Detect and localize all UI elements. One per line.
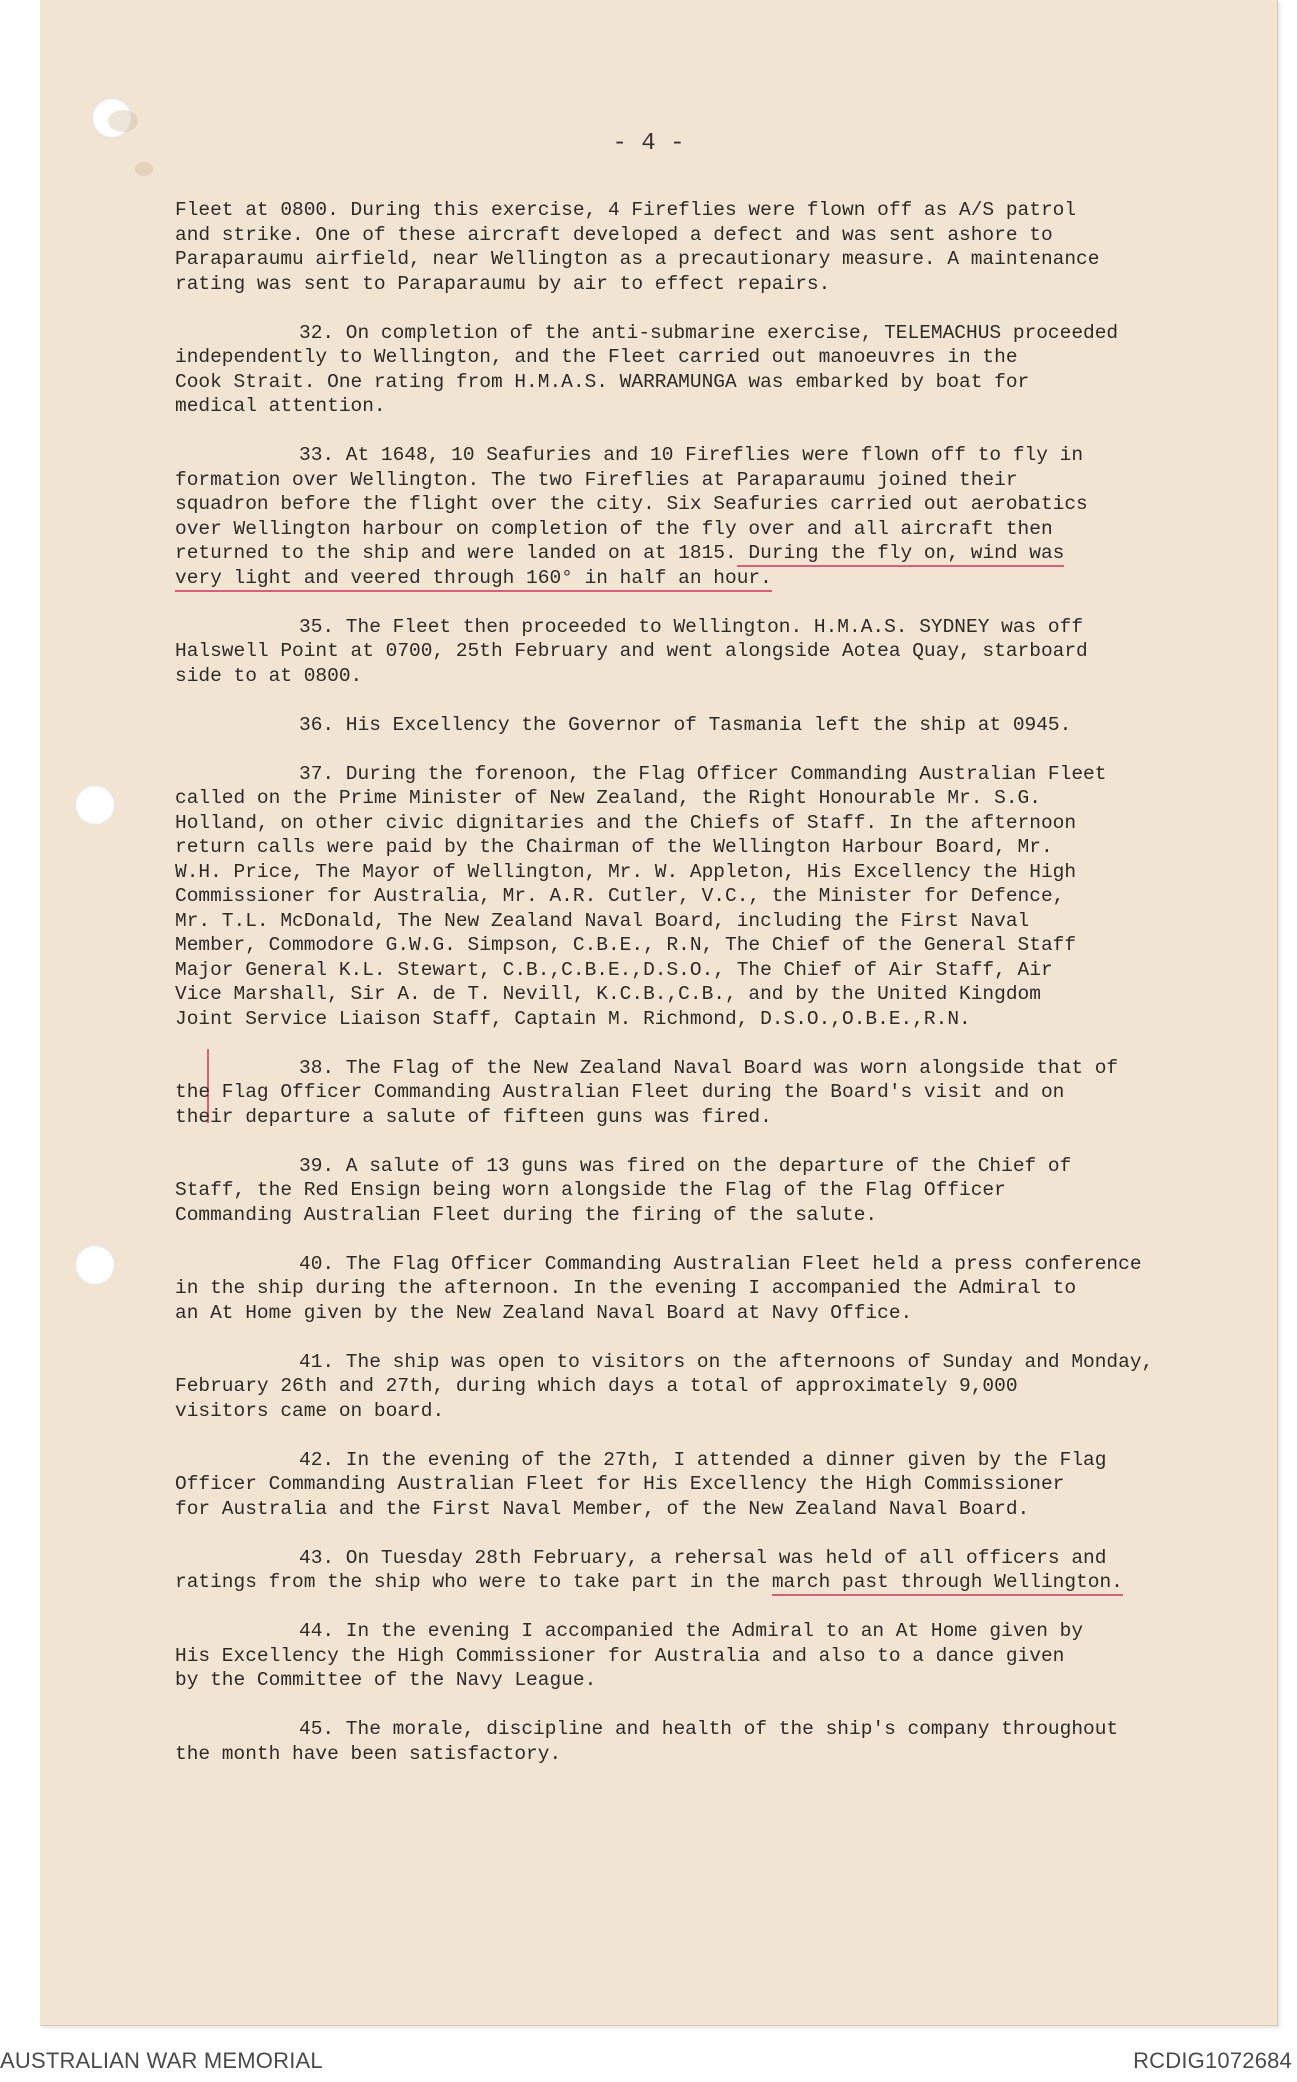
paragraph-42 <box>175 1448 1235 1522</box>
paper-stain <box>108 110 138 132</box>
text-line: Holland, on other civic dignitaries and the Chiefs of Staff. In the afternoon <box>175 811 1077 834</box>
text-line: 43. On Tuesday 28th February, a rehersal was held of all officers and <box>299 1546 1107 1569</box>
archive-credit: AUSTRALIAN WAR MEMORIAL <box>0 2048 323 2073</box>
paragraph-45 <box>175 1717 1235 1766</box>
text-line: Member, Commodore G.W.G. Simpson, C.B.E., R.N, The Chief of the General Staff <box>175 934 1077 956</box>
archive-reference-id: RCDIG1072684 <box>1133 2048 1292 2073</box>
text-line: Commanding Australian Fleet during the firing of the salute. <box>175 1203 878 1226</box>
paragraph-35 <box>175 615 1235 689</box>
text-line: 44. In the evening I accompanied the Admiral to an At Home given by <box>299 1620 1084 1642</box>
text-line: medical attention. <box>175 395 386 417</box>
paper-stain <box>135 162 153 176</box>
text-line <box>175 541 1235 566</box>
text-line: return calls were paid by the Chairman of the Wellington Harbour Board, Mr. <box>175 836 1053 858</box>
paragraph-44 <box>175 1619 1235 1693</box>
text-line: rating was sent to Paraparaumu by air to effect repairs. <box>175 272 831 295</box>
text-line: by the Committee of the Navy League. <box>175 1669 597 1691</box>
paragraph-32 <box>175 321 1235 419</box>
text-line: 32. On completion of the anti-submarine exercise, TELEMACHUS proceeded <box>299 321 1119 344</box>
underlined-annotation: very light and veered through 160° in half an hour. <box>175 567 772 592</box>
punch-hole <box>75 785 115 825</box>
text-line: 41. The ship was open to visitors on the afternoons of Sunday and Monday, <box>299 1350 1154 1373</box>
text-line: for Australia and the First Naval Member, of the New Zealand Naval Board. <box>175 1497 1030 1520</box>
text-space <box>760 1571 772 1593</box>
text-line: Paraparaumu airfield, near Wellington as a precautionary measure. A maintenance <box>175 248 1100 270</box>
text-line: Joint Service Liaison Staff, Captain M. Richmond, D.S.O.,O.B.E.,R.N. <box>175 1007 971 1030</box>
paragraph-38 <box>175 1056 1235 1130</box>
text-line: squadron before the flight over the city. Six Seafuries carried out aerobatics <box>175 493 1088 515</box>
text-segment: ratings from the ship who were to take part in the <box>175 1571 761 1593</box>
text-line: 40. The Flag Officer Commanding Australian Fleet held a press conference <box>299 1252 1142 1275</box>
text-line: an At Home given by the New Zealand Naval Board at Navy Office. <box>175 1301 913 1324</box>
text-line: Staff, the Red Ensign being worn alongside the Flag of the Flag Officer <box>175 1179 1006 1201</box>
text-line: 38. The Flag of the New Zealand Naval Board was worn alongside that of <box>299 1056 1119 1079</box>
text-line: the Flag Officer Commanding Australian Fleet during the Board's visit and on <box>175 1081 1065 1103</box>
text-line: visitors came on board. <box>175 1399 445 1422</box>
text-line: February 26th and 27th, during which days a total of approximately 9,000 <box>175 1375 1018 1397</box>
text-line: Major General K.L. Stewart, C.B.,C.B.E.,D.S.O., The Chief of Air Staff, Air <box>175 958 1053 981</box>
paragraph-41 <box>175 1350 1235 1424</box>
punch-hole <box>75 1245 115 1285</box>
text-line: 33. At 1648, 10 Seafuries and 10 Fireflies were flown off to fly in <box>299 444 1084 466</box>
text-line: their departure a salute of fifteen guns was fired. <box>175 1105 772 1128</box>
text-line: Mr. T.L. McDonald, The New Zealand Naval Board, including the First Naval <box>175 909 1030 932</box>
text-line: over Wellington harbour on completion of the fly over and all aircraft then <box>175 517 1053 540</box>
paragraph <box>175 198 1235 296</box>
text-line: Fleet at 0800. During this exercise, 4 Fireflies were flown off as A/S patrol <box>175 199 1077 221</box>
text-line <box>175 566 1235 591</box>
text-line: independently to Wellington, and the Fleet carried out manoeuvres in the <box>175 346 1018 368</box>
text-line: 45. The morale, discipline and health of the ship's company throughout <box>299 1718 1119 1740</box>
text-line: W.H. Price, The Mayor of Wellington, Mr. W. Appleton, His Excellency the High <box>175 860 1077 883</box>
text-line: Commissioner for Australia, Mr. A.R. Cutler, V.C., the Minister for Defence, <box>175 885 1065 907</box>
paragraph-33 <box>175 443 1235 590</box>
text-line: Officer Commanding Australian Fleet for His Excellency the High Commissioner <box>175 1473 1065 1495</box>
paragraph-39 <box>175 1154 1235 1228</box>
text-line: and strike. One of these aircraft developed a defect and was sent ashore to <box>175 223 1053 246</box>
underlined-annotation: march past through Wellington. <box>772 1571 1123 1596</box>
paragraph-37 <box>175 762 1235 1032</box>
page-number: - 4 - <box>612 130 685 157</box>
text-line: formation over Wellington. The two Fireflies at Paraparaumu joined their <box>175 468 1018 491</box>
text-line: 36. His Excellency the Governor of Tasmania left the ship at 0945. <box>299 713 1072 736</box>
text-line: Halswell Point at 0700, 25th February and went alongside Aotea Quay, starboard <box>175 640 1088 662</box>
text-line: 42. In the evening of the 27th, I attended a dinner given by the Flag <box>299 1448 1107 1471</box>
text-line <box>175 1570 1235 1595</box>
text-line: 37. During the forenoon, the Flag Officer Commanding Australian Fleet <box>299 762 1107 785</box>
text-line: called on the Prime Minister of New Zealand, the Right Honourable Mr. S.G. <box>175 787 1041 809</box>
paragraph-43 <box>175 1546 1235 1595</box>
paragraph-36 <box>175 713 1235 738</box>
text-line: His Excellency the High Commissioner for Australia and also to a dance given <box>175 1644 1065 1667</box>
text-line: side to at 0800. <box>175 664 363 687</box>
text-line: 39. A salute of 13 guns was fired on the departure of the Chief of <box>299 1154 1072 1177</box>
paragraph-40 <box>175 1252 1235 1326</box>
text-line: the month have been satisfactory. <box>175 1742 562 1765</box>
text-line: Vice Marshall, Sir A. de T. Nevill, K.C.B.,C.B., and by the United Kingdom <box>175 983 1041 1005</box>
text-line: in the ship during the afternoon. In the evening I accompanied the Admiral to <box>175 1277 1077 1299</box>
text-line: Cook Strait. One rating from H.M.A.S. WARRAMUNGA was embarked by boat for <box>175 370 1030 393</box>
document-body <box>175 198 1235 1791</box>
text-segment: returned to the ship and were landed on at 1815. <box>175 542 737 564</box>
text-line: 35. The Fleet then proceeded to Wellington. H.M.A.S. SYDNEY was off <box>299 615 1084 638</box>
underlined-annotation: During the fly on, wind was <box>737 542 1065 567</box>
